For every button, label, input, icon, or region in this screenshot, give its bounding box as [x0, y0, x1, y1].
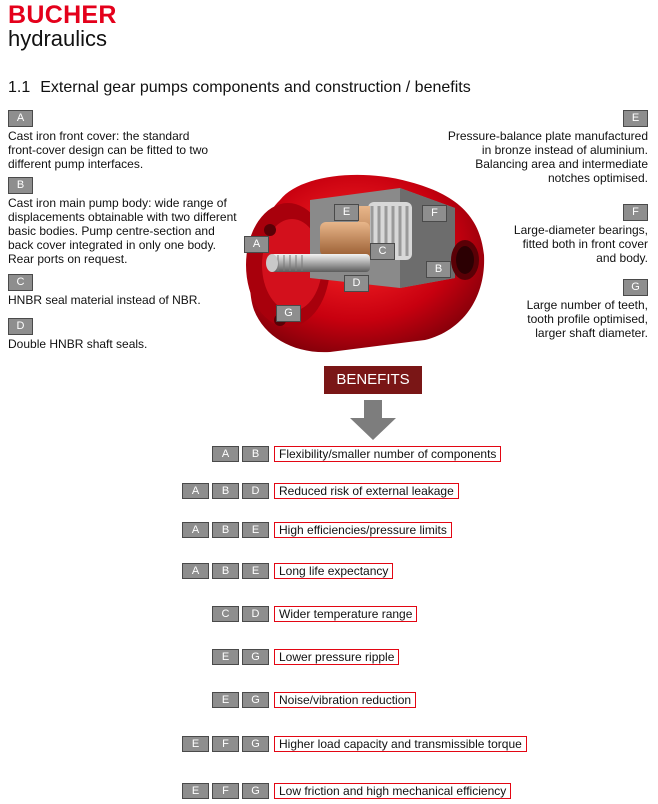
component-e-text: Pressure-balance plate manufactured in bronze instead of aluminium. Balancing area and intermediate notches optimised. [447, 129, 648, 185]
benefit-tag: E [242, 522, 269, 538]
benefit-tag: F [212, 736, 239, 752]
benefit-label: Wider temperature range [274, 606, 417, 622]
benefit-row [182, 563, 482, 581]
section-title: External gear pumps components and construction / benefits [40, 79, 471, 96]
component-c [8, 274, 201, 307]
component-f-tag: F [623, 204, 648, 221]
component-d-tag: D [8, 318, 33, 335]
benefit-label: Reduced risk of external leakage [274, 483, 459, 499]
benefit-label: Lower pressure ripple [274, 649, 399, 665]
benefit-tag: G [242, 736, 269, 752]
benefit-row [212, 446, 512, 464]
pump-label-a: A [244, 236, 269, 253]
pump-label-e: E [334, 204, 359, 221]
component-f-text: Large-diameter bearings, fitted both in front cover and body. [513, 223, 648, 265]
benefit-label: Low friction and high mechanical efficiency [274, 783, 511, 799]
benefit-tag: B [212, 483, 239, 499]
component-c-tag: C [8, 274, 33, 291]
benefit-label: Noise/vibration reduction [274, 692, 416, 708]
benefit-row [212, 692, 512, 710]
component-g-text: Large number of teeth, tooth profile optimised, larger shaft diameter. [526, 298, 648, 340]
down-arrow-icon [350, 400, 396, 445]
benefit-tag: A [182, 563, 209, 579]
benefit-row [182, 522, 482, 540]
component-a-tag: A [8, 110, 33, 127]
pump-label-b: B [426, 261, 451, 278]
pump-label-g: G [276, 305, 301, 322]
benefit-tag: A [182, 483, 209, 499]
component-a [8, 110, 208, 171]
benefit-row [182, 736, 542, 754]
benefit-label: Flexibility/smaller number of components [274, 446, 501, 462]
benefit-label: Higher load capacity and transmissible torque [274, 736, 527, 752]
section-number: 1.1 [8, 79, 31, 96]
benefit-tag: B [242, 446, 269, 462]
benefit-tag: A [212, 446, 239, 462]
benefit-tag: B [212, 522, 239, 538]
benefit-tag: E [212, 649, 239, 665]
benefit-tag: A [182, 522, 209, 538]
benefit-tag: B [212, 563, 239, 579]
pump-label-d: D [344, 275, 369, 292]
benefit-tag: E [182, 783, 209, 799]
benefit-row [182, 783, 542, 801]
benefit-label: High efficiencies/pressure limits [274, 522, 452, 538]
component-d [8, 318, 147, 351]
benefit-label: Long life expectancy [274, 563, 393, 579]
pump-illustration [240, 160, 486, 356]
benefit-tag: G [242, 783, 269, 799]
logo-subtitle: hydraulics [8, 26, 108, 51]
benefit-tag: E [212, 692, 239, 708]
component-b [8, 177, 237, 266]
benefit-row [212, 606, 512, 624]
benefit-tag: D [242, 606, 269, 622]
benefit-row [212, 649, 512, 667]
component-f [514, 204, 648, 265]
component-g [527, 279, 648, 340]
bucher-logo [8, 2, 117, 50]
benefit-tag: D [242, 483, 269, 499]
benefit-tag: G [242, 649, 269, 665]
benefits-title: BENEFITS [324, 366, 422, 394]
pump-label-f: F [422, 205, 447, 222]
benefit-tag: G [242, 692, 269, 708]
benefit-tag: E [242, 563, 269, 579]
component-c-text: HNBR seal material instead of NBR. [8, 293, 201, 307]
component-e-tag: E [623, 110, 648, 127]
benefit-tag: C [212, 606, 239, 622]
component-d-text: Double HNBR shaft seals. [8, 337, 148, 351]
benefit-tag: E [182, 736, 209, 752]
component-b-text: Cast iron main pump body: wide range of displacements obtainable with two different basic bodies. Pump centre-section and back cover integrated in only one body. Rear ports on request. [8, 196, 237, 266]
benefit-tag: F [212, 783, 239, 799]
pump-label-c: C [370, 243, 395, 260]
logo-brand: BUCHER [8, 1, 117, 29]
pump-cutaway-image [240, 160, 486, 356]
component-g-tag: G [623, 279, 648, 296]
component-b-tag: B [8, 177, 33, 194]
section-heading [8, 78, 471, 98]
component-a-text: Cast iron front cover: the standard front-cover design can be fitted to two different pump interfaces. [8, 129, 209, 171]
benefit-row [182, 483, 482, 501]
